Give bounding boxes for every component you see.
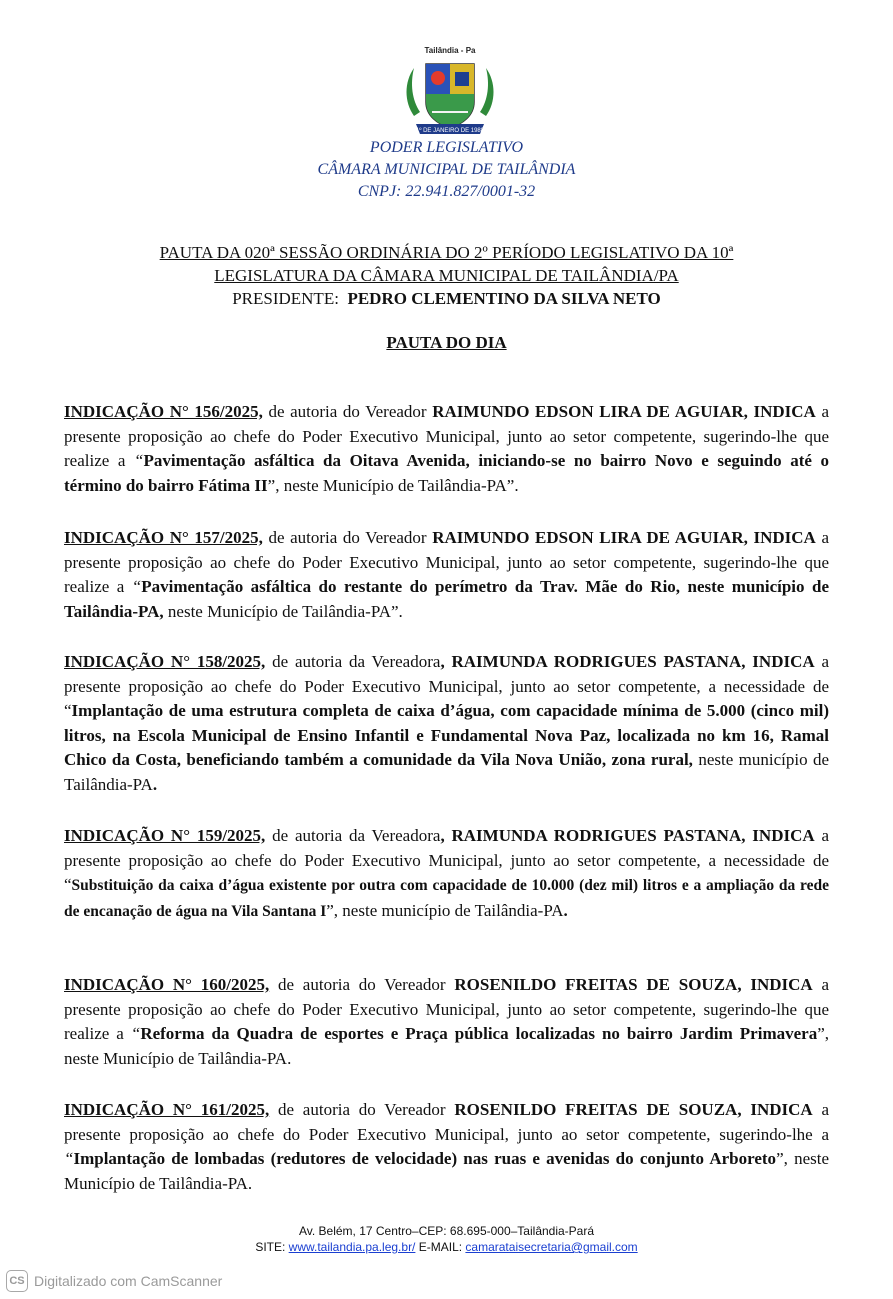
footer-contact <box>0 1239 893 1255</box>
crest-emblem-icon <box>400 54 500 138</box>
indication-157 <box>64 526 829 624</box>
camscanner-logo-icon: CS <box>6 1270 28 1292</box>
indication-closing: ”, neste município de Tailândia-PA <box>326 900 564 920</box>
indication-body: a presente proposição ao chefe do Poder Executivo Municipal, junto ao setor competente, a necessidade de <box>64 652 829 696</box>
org-line-cnpj: CNPJ: 22.941.827/0001-32 <box>357 183 536 200</box>
indica-keyword: INDICA <box>753 528 816 547</box>
crest-ribbon-text: 1º DE JANEIRO DE 1988 <box>415 128 485 134</box>
indication-body: a presente proposição ao chefe do Poder Executivo Municipal, junto ao setor competente, sugerindo-lhe que realize a <box>64 528 829 597</box>
indication-body: a presente proposição ao chefe do Poder Executivo Municipal, junto ao setor competente, sugerindo-lhe que realize a <box>64 975 830 1044</box>
email-label: E-MAIL: <box>415 1240 466 1254</box>
indica-keyword: INDICA <box>750 975 813 994</box>
indication-final: . <box>152 774 158 794</box>
author-prefix: de autoria do Vereador <box>262 528 433 547</box>
author-name: , RAIMUNDA RODRIGUES PASTANA, <box>440 652 746 671</box>
coat-of-arms <box>400 46 500 138</box>
author-prefix: de autoria da Vereadora <box>265 826 441 845</box>
camscanner-label: Digitalizado com CamScanner <box>34 1273 223 1289</box>
author-prefix: de autoria da Vereadora <box>265 652 441 671</box>
president-line <box>0 287 893 310</box>
indication-body: a presente proposição ao chefe do Poder Executivo Municipal, junto ao setor competente, sugerindo-lhe que realize a <box>64 402 829 471</box>
president-name: PEDRO CLEMENTINO DA SILVA NETO <box>347 289 661 308</box>
indication-closing: neste Município de Tailândia-PA”. <box>163 601 403 621</box>
session-title-line2: LEGISLATURA DA CÂMARA MUNICIPAL DE TAILÂNDIA/PA <box>214 266 679 285</box>
indication-158 <box>64 650 829 798</box>
indication-159 <box>64 824 829 924</box>
indication-subject: Pavimentação asfáltica do restante do perímetro da Trav. Mãe do Rio, neste município de Tailândia-PA, <box>64 577 829 621</box>
indication-closing: ”, neste Município de Tailândia-PA”. <box>267 475 519 495</box>
indica-keyword: INDICA <box>752 826 815 845</box>
indication-subject: Implantação de uma estrutura completa de caixa d’água, com capacidade mínima de 5.000 (cinco mil) litros, na Escola Municipal de Ensino Infantil e Fundamental Nova Paz, localizada no km 16, Ramal Chico da Costa, beneficiando também a comunidade da Vila Nova União, zona rural, <box>64 701 829 770</box>
author-name: RAIMUNDO EDSON LIRA DE AGUIAR, <box>432 402 748 421</box>
session-title-line1: PAUTA DA 020ª SESSÃO ORDINÁRIA DO 2º PERÍODO LEGISLATIVO DA 10ª <box>159 243 734 262</box>
indication-number: INDICAÇÃO N° 158/2025, <box>64 652 266 671</box>
indication-body: a presente proposição ao chefe do Poder Executivo Municipal, junto ao setor competente, sugerindo-lhe a <box>64 1100 830 1144</box>
indication-closing: ”, neste Município de Tailândia-PA. <box>64 1024 829 1068</box>
indication-161 <box>64 1098 829 1196</box>
email-link[interactable]: camarataisecretaria@gmail.com <box>465 1240 638 1254</box>
open-quote: “ <box>130 1024 141 1044</box>
indication-subject: Reforma da Quadra de esportes e Praça pública localizadas no bairro Jardim Primavera <box>140 1024 818 1044</box>
open-quote: “ <box>64 701 72 721</box>
president-label: PRESIDENTE: <box>232 289 339 308</box>
indication-closing: ”, neste Município de Tailândia-PA. <box>64 1149 829 1193</box>
open-quote: “ <box>134 451 144 471</box>
footer-address: Av. Belém, 17 Centro–CEP: 68.695-000–Tailândia-Pará <box>298 1224 595 1238</box>
author-name: ROSENILDO FREITAS DE SOUZA, <box>454 1100 742 1119</box>
author-prefix: de autoria do Vereador <box>269 975 455 994</box>
indication-closing: neste município de Tailândia-PA <box>64 750 829 794</box>
author-name: ROSENILDO FREITAS DE SOUZA, <box>454 975 742 994</box>
open-quote: “ <box>64 875 72 895</box>
org-line-legislative: PODER LEGISLATIVO <box>369 139 524 156</box>
indication-number: INDICAÇÃO N° 159/2025, <box>64 826 266 845</box>
author-name: RAIMUNDO EDSON LIRA DE AGUIAR, <box>432 528 748 547</box>
site-link[interactable]: www.tailandia.pa.leg.br/ <box>288 1240 416 1254</box>
camscanner-watermark <box>6 1270 222 1292</box>
indica-keyword: INDICA <box>753 402 816 421</box>
open-quote: “ <box>64 1149 74 1169</box>
indica-keyword: INDICA <box>752 652 815 671</box>
indication-body: a presente proposição ao chefe do Poder Executivo Municipal, junto ao setor competente, a necessidade de <box>64 826 829 870</box>
indica-keyword: INDICA <box>750 1100 813 1119</box>
indication-156 <box>64 400 829 498</box>
indication-number: INDICAÇÃO N° 156/2025, <box>64 402 263 421</box>
site-label: SITE: <box>255 1240 289 1254</box>
open-quote: “ <box>131 577 142 597</box>
indication-number: INDICAÇÃO N° 160/2025, <box>64 975 270 994</box>
author-prefix: de autoria do Vereador <box>262 402 433 421</box>
indication-subject: Implantação de lombadas (redutores de velocidade) nas ruas e avenidas do conjunto Arboreto <box>73 1149 777 1169</box>
indication-number: INDICAÇÃO N° 157/2025, <box>64 528 263 547</box>
day-heading: PAUTA DO DIA <box>386 333 507 352</box>
indication-final: . <box>563 900 568 920</box>
indication-subject: Pavimentação asfáltica da Oitava Avenida, iniciando-se no bairro Novo e seguindo até o término do bairro Fátima II <box>64 451 829 495</box>
indication-number: INDICAÇÃO N° 161/2025, <box>64 1100 270 1119</box>
crest-title: Tailândia - Pa <box>424 46 476 55</box>
author-name: , RAIMUNDA RODRIGUES PASTANA, <box>440 826 746 845</box>
org-line-chamber: CÂMARA MUNICIPAL DE TAILÂNDIA <box>317 161 576 178</box>
indication-subject: Substituição da caixa d’água existente por outra com capacidade de 10.000 (dez mil) litros e a ampliação da rede de encanação de água na Vila Santana I <box>64 877 829 920</box>
author-prefix: de autoria do Vereador <box>269 1100 455 1119</box>
indication-160 <box>64 973 829 1071</box>
